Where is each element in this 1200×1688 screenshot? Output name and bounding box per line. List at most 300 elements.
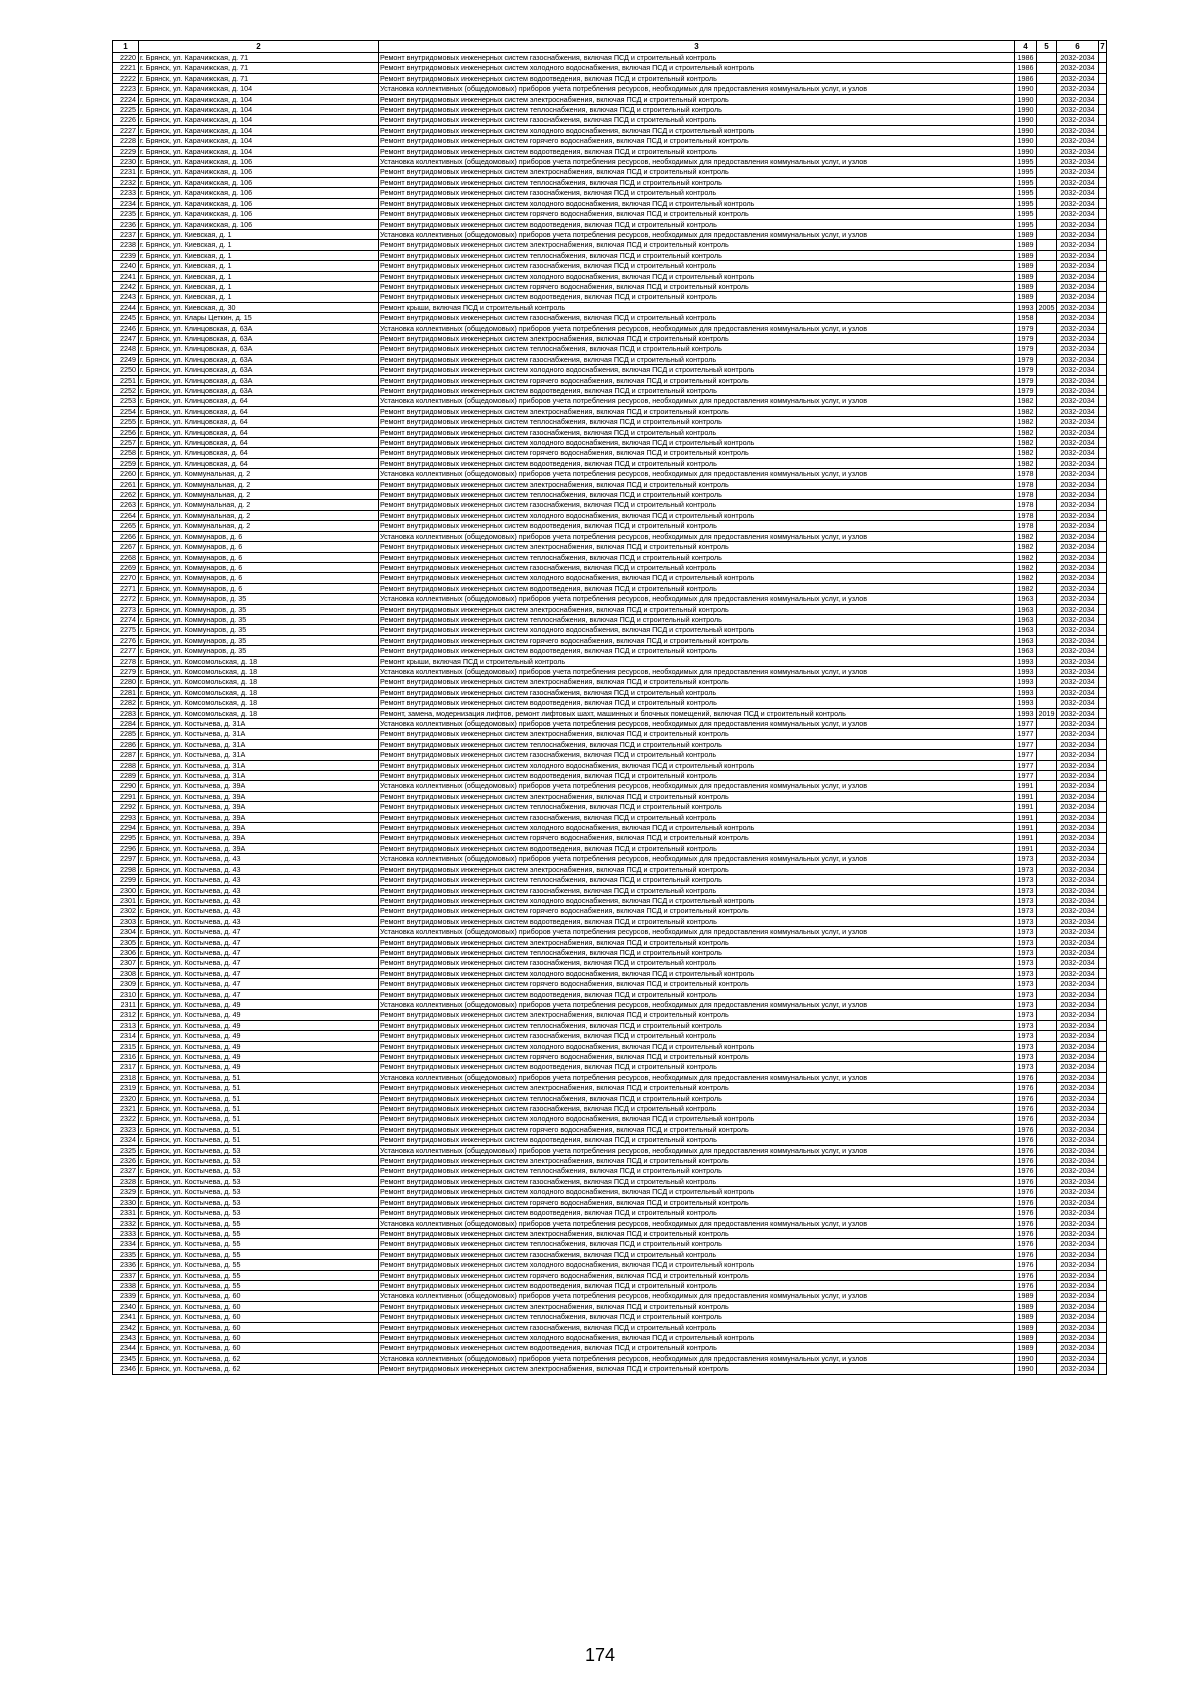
work-type-cell: Ремонт внутридомовых инженерных систем водоотведения, включая ПСД и строительный контроль — [379, 989, 1015, 999]
work-type-cell: Ремонт внутридомовых инженерных систем газоснабжения, включая ПСД и строительный контроль — [379, 1322, 1015, 1332]
table-row — [113, 1218, 1107, 1228]
empty-cell — [1099, 812, 1107, 822]
address-cell: г. Брянск, ул. Костычева, д. 55 — [139, 1239, 379, 1249]
empty-cell — [1099, 105, 1107, 115]
table-row — [113, 562, 1107, 572]
row-number-cell: 2271 — [113, 583, 139, 593]
work-type-cell: Ремонт внутридомовых инженерных систем холодного водоснабжения, включая ПСД и строительный контроль — [379, 1332, 1015, 1342]
address-cell: г. Брянск, ул. Коммунаров, д. 6 — [139, 573, 379, 583]
last-repair-year-cell — [1037, 344, 1057, 354]
last-repair-year-cell — [1037, 760, 1057, 770]
table-row — [113, 386, 1107, 396]
planned-period-cell: 2032-2034 — [1057, 458, 1099, 468]
empty-cell — [1099, 583, 1107, 593]
year-built-cell: 1976 — [1015, 1145, 1037, 1155]
table-row — [113, 1332, 1107, 1342]
last-repair-year-cell — [1037, 240, 1057, 250]
row-number-cell: 2305 — [113, 937, 139, 947]
work-type-cell: Ремонт внутридомовых инженерных систем электроснабжения, включая ПСД и строительный контроль — [379, 1010, 1015, 1020]
table-row — [113, 843, 1107, 853]
table-row — [113, 313, 1107, 323]
work-type-cell: Ремонт внутридомовых инженерных систем горячего водоснабжения, включая ПСД и строительный контроль — [379, 448, 1015, 458]
table-row — [113, 771, 1107, 781]
table-row — [113, 323, 1107, 333]
last-repair-year-cell — [1037, 229, 1057, 239]
planned-period-cell: 2032-2034 — [1057, 396, 1099, 406]
table-row — [113, 823, 1107, 833]
planned-period-cell: 2032-2034 — [1057, 687, 1099, 697]
work-type-cell: Установка коллективных (общедомовых) приборов учета потребления ресурсов, необходимых для предоставления коммунальных услуг, и узлов — [379, 999, 1015, 1009]
empty-cell — [1099, 885, 1107, 895]
empty-cell — [1099, 875, 1107, 885]
year-built-cell: 1978 — [1015, 490, 1037, 500]
year-built-cell: 1991 — [1015, 843, 1037, 853]
last-repair-year-cell: 2005 — [1038, 302, 1055, 312]
work-type-cell: Ремонт внутридомовых инженерных систем водоотведения, включая ПСД и строительный контроль — [379, 583, 1015, 593]
row-number-cell: 2267 — [113, 542, 139, 552]
table-row — [113, 552, 1107, 562]
work-type-cell: Ремонт внутридомовых инженерных систем теплоснабжения, включая ПСД и строительный контроль — [379, 250, 1015, 260]
year-built-cell: 1990 — [1015, 1364, 1037, 1374]
planned-period-cell: 2032-2034 — [1057, 1332, 1099, 1342]
table-row — [113, 240, 1107, 250]
planned-period-cell: 2032-2034 — [1057, 666, 1099, 676]
row-number-cell: 2240 — [113, 261, 139, 271]
last-repair-year-cell — [1037, 1166, 1057, 1176]
empty-cell — [1099, 573, 1107, 583]
last-repair-year-cell — [1037, 1218, 1057, 1228]
year-built-cell: 1973 — [1015, 989, 1037, 999]
planned-period-cell: 2032-2034 — [1057, 812, 1099, 822]
table-row — [113, 417, 1107, 427]
empty-cell — [1099, 344, 1107, 354]
address-cell: г. Брянск, ул. Киевская, д. 1 — [139, 250, 379, 260]
planned-period-cell: 2032-2034 — [1057, 167, 1099, 177]
planned-period-cell: 2032-2034 — [1057, 292, 1099, 302]
last-repair-year-cell — [1037, 323, 1057, 333]
year-built-cell: 1976 — [1015, 1208, 1037, 1218]
table-row — [113, 333, 1107, 343]
empty-cell — [1099, 719, 1107, 729]
empty-cell — [1099, 1124, 1107, 1134]
page-number: 174 — [584, 1645, 616, 1665]
planned-period-cell: 2032-2034 — [1057, 53, 1099, 63]
empty-cell — [1099, 937, 1107, 947]
empty-cell — [1099, 562, 1107, 572]
empty-cell — [1099, 1364, 1107, 1374]
table-row — [113, 250, 1107, 260]
last-repair-year-cell — [1037, 469, 1057, 479]
empty-cell — [1099, 240, 1107, 250]
work-type-cell: Ремонт внутридомовых инженерных систем теплоснабжения, включая ПСД и строительный контроль — [379, 1312, 1015, 1322]
work-type-cell: Ремонт внутридомовых инженерных систем теплоснабжения, включая ПСД и строительный контроль — [379, 417, 1015, 427]
address-cell: г. Брянск, ул. Клинцовская, д. 64 — [139, 406, 379, 416]
empty-cell — [1099, 281, 1107, 291]
address-cell: г. Брянск, ул. Комсомольская, д. 18 — [139, 666, 379, 676]
row-number-cell: 2336 — [113, 1260, 139, 1270]
address-cell: г. Брянск, ул. Карачижская, д. 71 — [139, 73, 379, 83]
year-built-cell: 1986 — [1015, 63, 1037, 73]
work-type-cell: Ремонт внутридомовых инженерных систем электроснабжения, включая ПСД и строительный контроль — [379, 94, 1015, 104]
year-built-cell: 1989 — [1015, 292, 1037, 302]
table-row — [113, 1176, 1107, 1186]
planned-period-cell: 2032-2034 — [1057, 989, 1099, 999]
planned-period-cell: 2032-2034 — [1057, 1291, 1099, 1301]
planned-period-cell: 2032-2034 — [1057, 1301, 1099, 1311]
column-number-row — [113, 41, 1107, 53]
last-repair-year-cell — [1037, 365, 1057, 375]
year-built-cell: 1973 — [1015, 1020, 1037, 1030]
work-type-cell: Ремонт внутридомовых инженерных систем водоотведения, включая ПСД и строительный контроль — [379, 1208, 1015, 1218]
last-repair-year-cell — [1037, 386, 1057, 396]
row-number-cell: 2295 — [113, 833, 139, 843]
planned-period-cell: 2032-2034 — [1057, 84, 1099, 94]
row-number-cell: 2328 — [113, 1176, 139, 1186]
last-repair-year-cell — [1037, 510, 1057, 520]
table-row — [113, 396, 1107, 406]
last-repair-year-cell — [1037, 1093, 1057, 1103]
last-repair-year-cell — [1037, 916, 1057, 926]
table-row — [113, 895, 1107, 905]
empty-cell — [1099, 1208, 1107, 1218]
address-cell: г. Брянск, ул. Клинцовская, д. 63А — [139, 354, 379, 364]
row-number-cell: 2296 — [113, 843, 139, 853]
last-repair-year-cell — [1037, 146, 1057, 156]
last-repair-year-cell — [1037, 562, 1057, 572]
work-type-cell: Установка коллективных (общедомовых) приборов учета потребления ресурсов, необходимых для предоставления коммунальных услуг, и узлов — [379, 84, 1015, 94]
last-repair-year-cell — [1037, 968, 1057, 978]
planned-period-cell: 2032-2034 — [1057, 219, 1099, 229]
work-type-cell: Ремонт внутридомовых инженерных систем холодного водоснабжения, включая ПСД и строительный контроль — [379, 823, 1015, 833]
empty-cell — [1099, 552, 1107, 562]
table-row — [113, 1312, 1107, 1322]
empty-cell — [1099, 1041, 1107, 1051]
work-type-cell: Ремонт внутридомовых инженерных систем электроснабжения, включая ПСД и строительный контроль — [379, 791, 1015, 801]
address-cell: г. Брянск, ул. Карачижская, д. 106 — [139, 157, 379, 167]
year-built-cell: 1976 — [1015, 1239, 1037, 1249]
table-row — [113, 947, 1107, 957]
table-row — [113, 136, 1107, 146]
address-cell: г. Брянск, ул. Карачижская, д. 104 — [139, 125, 379, 135]
planned-period-cell: 2032-2034 — [1057, 594, 1099, 604]
empty-cell — [1099, 73, 1107, 83]
work-type-cell: Ремонт внутридомовых инженерных систем горячего водоснабжения, включая ПСД и строительный контроль — [379, 1124, 1015, 1134]
planned-period-cell: 2032-2034 — [1057, 1166, 1099, 1176]
address-cell: г. Брянск, ул. Коммунаров, д. 6 — [139, 531, 379, 541]
row-number-cell: 2333 — [113, 1228, 139, 1238]
planned-period-cell: 2032-2034 — [1057, 698, 1099, 708]
year-built-cell: 1995 — [1015, 167, 1037, 177]
row-number-cell: 2269 — [113, 562, 139, 572]
work-type-cell: Ремонт внутридомовых инженерных систем теплоснабжения, включая ПСД и строительный контроль — [379, 802, 1015, 812]
row-number-cell: 2287 — [113, 750, 139, 760]
work-type-cell: Ремонт внутридомовых инженерных систем холодного водоснабжения, включая ПСД и строительный контроль — [379, 895, 1015, 905]
planned-period-cell: 2032-2034 — [1057, 1072, 1099, 1082]
empty-cell — [1099, 531, 1107, 541]
last-repair-year-cell — [1037, 1312, 1057, 1322]
work-type-cell: Ремонт внутридомовых инженерных систем теплоснабжения, включая ПСД и строительный контроль — [379, 105, 1015, 115]
row-number-cell: 2331 — [113, 1208, 139, 1218]
work-type-cell: Установка коллективных (общедомовых) приборов учета потребления ресурсов, необходимых для предоставления коммунальных услуг, и узлов — [379, 1072, 1015, 1082]
address-cell: г. Брянск, ул. Костычева, д. 49 — [139, 1052, 379, 1062]
last-repair-year-cell — [1037, 1062, 1057, 1072]
year-built-cell: 1976 — [1015, 1228, 1037, 1238]
empty-cell — [1099, 1093, 1107, 1103]
last-repair-year-cell — [1037, 292, 1057, 302]
work-type-cell: Ремонт внутридомовых инженерных систем холодного водоснабжения, включая ПСД и строительный контроль — [379, 198, 1015, 208]
work-type-cell: Ремонт, замена, модернизация лифтов, ремонт лифтовых шахт, машинных и блочных помещений, включая ПСД и строительный контроль — [379, 708, 1015, 718]
planned-period-cell: 2032-2034 — [1057, 94, 1099, 104]
last-repair-year-cell — [1037, 666, 1057, 676]
last-repair-year-cell — [1037, 999, 1057, 1009]
table-row — [113, 1249, 1107, 1259]
planned-period-cell: 2032-2034 — [1057, 895, 1099, 905]
year-built-cell: 1979 — [1015, 323, 1037, 333]
table-row — [113, 209, 1107, 219]
address-cell: г. Брянск, ул. Костычева, д. 43 — [139, 854, 379, 864]
empty-cell — [1099, 1062, 1107, 1072]
empty-cell — [1099, 1104, 1107, 1114]
empty-cell — [1099, 1322, 1107, 1332]
planned-period-cell: 2032-2034 — [1057, 781, 1099, 791]
row-number-cell: 2340 — [113, 1301, 139, 1311]
year-built-cell: 1990 — [1015, 1353, 1037, 1363]
last-repair-year-cell — [1037, 157, 1057, 167]
last-repair-year-cell — [1037, 947, 1057, 957]
table-row — [113, 1083, 1107, 1093]
address-cell: г. Брянск, ул. Костычева, д. 60 — [139, 1332, 379, 1342]
row-number-cell: 2257 — [113, 438, 139, 448]
empty-cell — [1099, 823, 1107, 833]
work-type-cell: Установка коллективных (общедомовых) приборов учета потребления ресурсов, необходимых для предоставления коммунальных услуг, и узлов — [379, 323, 1015, 333]
planned-period-cell: 2032-2034 — [1057, 406, 1099, 416]
empty-cell — [1099, 1176, 1107, 1186]
work-type-cell: Ремонт внутридомовых инженерных систем теплоснабжения, включая ПСД и строительный контроль — [379, 614, 1015, 624]
address-cell: г. Брянск, ул. Костычева, д. 31А — [139, 760, 379, 770]
address-cell: г. Брянск, ул. Коммунаров, д. 35 — [139, 594, 379, 604]
last-repair-year-cell — [1037, 490, 1057, 500]
year-built-cell: 1977 — [1015, 771, 1037, 781]
row-number-cell: 2346 — [113, 1364, 139, 1374]
last-repair-year-cell — [1037, 656, 1057, 666]
address-cell: г. Брянск, ул. Костычева, д. 51 — [139, 1083, 379, 1093]
row-number-cell: 2247 — [113, 333, 139, 343]
year-built-cell: 1989 — [1015, 271, 1037, 281]
work-type-cell: Ремонт внутридомовых инженерных систем электроснабжения, включая ПСД и строительный контроль — [379, 1156, 1015, 1166]
empty-cell — [1099, 1249, 1107, 1259]
work-type-cell: Ремонт внутридомовых инженерных систем холодного водоснабжения, включая ПСД и строительный контроль — [379, 438, 1015, 448]
empty-cell — [1099, 594, 1107, 604]
empty-cell — [1099, 854, 1107, 864]
address-cell: г. Брянск, ул. Костычева, д. 51 — [139, 1135, 379, 1145]
address-cell: г. Брянск, ул. Карачижская, д. 106 — [139, 177, 379, 187]
empty-cell — [1099, 843, 1107, 853]
row-number-cell: 2288 — [113, 760, 139, 770]
empty-cell — [1099, 209, 1107, 219]
row-number-cell: 2292 — [113, 802, 139, 812]
table-row — [113, 656, 1107, 666]
planned-period-cell: 2032-2034 — [1057, 198, 1099, 208]
address-cell: г. Брянск, ул. Клинцовская, д. 63А — [139, 386, 379, 396]
year-built-cell: 1995 — [1015, 198, 1037, 208]
last-repair-year-cell — [1037, 1301, 1057, 1311]
work-type-cell: Ремонт внутридомовых инженерных систем водоотведения, включая ПСД и строительный контроль — [379, 292, 1015, 302]
last-repair-year-cell — [1037, 573, 1057, 583]
table-row — [113, 365, 1107, 375]
planned-period-cell: 2032-2034 — [1057, 979, 1099, 989]
row-number-cell: 2262 — [113, 490, 139, 500]
empty-cell — [1099, 760, 1107, 770]
empty-cell — [1099, 542, 1107, 552]
planned-period-cell: 2032-2034 — [1057, 968, 1099, 978]
table-row — [113, 708, 1107, 718]
last-repair-year-cell — [1037, 1176, 1057, 1186]
last-repair-year-cell — [1037, 406, 1057, 416]
address-cell: г. Брянск, ул. Костычева, д. 31А — [139, 771, 379, 781]
planned-period-cell: 2032-2034 — [1057, 791, 1099, 801]
address-cell: г. Брянск, ул. Клинцовская, д. 64 — [139, 427, 379, 437]
table-row — [113, 510, 1107, 520]
last-repair-year-cell — [1037, 895, 1057, 905]
empty-cell — [1099, 1156, 1107, 1166]
planned-period-cell: 2032-2034 — [1057, 1124, 1099, 1134]
table-row — [113, 1291, 1107, 1301]
address-cell: г. Брянск, ул. Клинцовская, д. 64 — [139, 448, 379, 458]
planned-period-cell: 2032-2034 — [1057, 1176, 1099, 1186]
year-built-cell: 1976 — [1015, 1197, 1037, 1207]
work-type-cell: Установка коллективных (общедомовых) приборов учета потребления ресурсов, необходимых для предоставления коммунальных услуг, и узлов — [379, 396, 1015, 406]
row-number-cell: 2285 — [113, 729, 139, 739]
address-cell: г. Брянск, ул. Костычева, д. 39А — [139, 802, 379, 812]
year-built-cell: 1991 — [1015, 791, 1037, 801]
empty-cell — [1099, 386, 1107, 396]
address-cell: г. Брянск, ул. Коммунаров, д. 6 — [139, 552, 379, 562]
last-repair-year-cell — [1037, 1228, 1057, 1238]
work-type-cell: Ремонт внутридомовых инженерных систем холодного водоснабжения, включая ПСД и строительный контроль — [379, 968, 1015, 978]
empty-cell — [1099, 521, 1107, 531]
table-row — [113, 614, 1107, 624]
year-built-cell: 1982 — [1015, 458, 1037, 468]
table-row — [113, 261, 1107, 271]
address-cell: г. Брянск, ул. Коммунаров, д. 6 — [139, 583, 379, 593]
planned-period-cell: 2032-2034 — [1057, 927, 1099, 937]
empty-cell — [1099, 375, 1107, 385]
planned-period-cell: 2032-2034 — [1057, 1062, 1099, 1072]
empty-cell — [1099, 1312, 1107, 1322]
address-cell: г. Брянск, ул. Костычева, д. 60 — [139, 1312, 379, 1322]
planned-period-cell: 2032-2034 — [1057, 562, 1099, 572]
empty-cell — [1099, 1332, 1107, 1342]
row-number-cell: 2320 — [113, 1093, 139, 1103]
last-repair-year-cell — [1037, 188, 1057, 198]
table-row — [113, 999, 1107, 1009]
work-type-cell: Ремонт внутридомовых инженерных систем горячего водоснабжения, включая ПСД и строительный контроль — [379, 209, 1015, 219]
planned-period-cell: 2032-2034 — [1057, 885, 1099, 895]
last-repair-year-cell — [1037, 1104, 1057, 1114]
work-type-cell: Ремонт внутридомовых инженерных систем водоотведения, включая ПСД и строительный контроль — [379, 146, 1015, 156]
last-repair-year-cell — [1037, 750, 1057, 760]
work-type-cell: Ремонт внутридомовых инженерных систем электроснабжения, включая ПСД и строительный контроль — [379, 167, 1015, 177]
empty-cell — [1099, 656, 1107, 666]
address-cell: г. Брянск, ул. Костычева, д. 55 — [139, 1260, 379, 1270]
row-number-cell: 2223 — [113, 84, 139, 94]
table-row — [113, 927, 1107, 937]
address-cell: г. Брянск, ул. Клинцовская, д. 64 — [139, 458, 379, 468]
last-repair-year-cell — [1037, 219, 1057, 229]
last-repair-year-cell — [1037, 843, 1057, 853]
empty-cell — [1099, 146, 1107, 156]
address-cell: г. Брянск, ул. Костычева, д. 53 — [139, 1187, 379, 1197]
year-built-cell: 1963 — [1015, 625, 1037, 635]
address-cell: г. Брянск, ул. Костычева, д. 47 — [139, 927, 379, 937]
work-type-cell: Установка коллективных (общедомовых) приборов учета потребления ресурсов, необходимых для предоставления коммунальных услуг, и узлов — [379, 531, 1015, 541]
planned-period-cell: 2032-2034 — [1057, 719, 1099, 729]
last-repair-year-cell — [1037, 698, 1057, 708]
table-row — [113, 292, 1107, 302]
row-number-cell: 2256 — [113, 427, 139, 437]
empty-cell — [1099, 219, 1107, 229]
last-repair-year-cell — [1037, 1239, 1057, 1249]
row-number-cell: 2255 — [113, 417, 139, 427]
last-repair-year-cell — [1037, 1083, 1057, 1093]
work-type-cell: Ремонт внутридомовых инженерных систем электроснабжения, включая ПСД и строительный контроль — [379, 1301, 1015, 1311]
last-repair-year-cell — [1037, 1010, 1057, 1020]
planned-period-cell: 2032-2034 — [1057, 209, 1099, 219]
year-built-cell: 1979 — [1015, 386, 1037, 396]
year-built-cell: 1979 — [1015, 375, 1037, 385]
address-cell: г. Брянск, ул. Костычева, д. 51 — [139, 1072, 379, 1082]
address-cell: г. Брянск, ул. Комсомольская, д. 18 — [139, 656, 379, 666]
table-row — [113, 302, 1107, 312]
empty-cell — [1099, 229, 1107, 239]
table-row — [113, 490, 1107, 500]
year-built-cell: 1976 — [1015, 1176, 1037, 1186]
year-built-cell: 1986 — [1015, 53, 1037, 63]
last-repair-year-cell — [1037, 791, 1057, 801]
last-repair-year-cell — [1037, 1291, 1057, 1301]
empty-cell — [1099, 188, 1107, 198]
empty-cell — [1099, 94, 1107, 104]
empty-cell — [1099, 469, 1107, 479]
year-built-cell: 1977 — [1015, 739, 1037, 749]
table-row — [113, 73, 1107, 83]
table-row — [113, 864, 1107, 874]
year-built-cell: 1973 — [1015, 979, 1037, 989]
row-number-cell: 2250 — [113, 365, 139, 375]
address-cell: г. Брянск, ул. Коммунальная, д. 2 — [139, 521, 379, 531]
row-number-cell: 2284 — [113, 719, 139, 729]
planned-period-cell: 2032-2034 — [1057, 229, 1099, 239]
year-built-cell: 1990 — [1015, 136, 1037, 146]
address-cell: г. Брянск, ул. Коммунаров, д. 35 — [139, 635, 379, 645]
empty-cell — [1099, 292, 1107, 302]
address-cell: г. Брянск, ул. Костычева, д. 49 — [139, 1020, 379, 1030]
row-number-cell: 2231 — [113, 167, 139, 177]
planned-period-cell: 2032-2034 — [1057, 542, 1099, 552]
address-cell: г. Брянск, ул. Коммунальная, д. 2 — [139, 479, 379, 489]
work-type-cell: Установка коллективных (общедомовых) приборов учета потребления ресурсов, необходимых для предоставления коммунальных услуг, и узлов — [379, 594, 1015, 604]
year-built-cell: 1963 — [1015, 594, 1037, 604]
year-built-cell: 1993 — [1015, 666, 1037, 676]
empty-cell — [1099, 125, 1107, 135]
last-repair-year-cell — [1037, 500, 1057, 510]
year-built-cell: 1986 — [1015, 73, 1037, 83]
last-repair-year-cell — [1037, 1270, 1057, 1280]
row-number-cell: 2280 — [113, 677, 139, 687]
address-cell: г. Брянск, ул. Костычева, д. 43 — [139, 885, 379, 895]
row-number-cell: 2345 — [113, 1353, 139, 1363]
table-row — [113, 1135, 1107, 1145]
